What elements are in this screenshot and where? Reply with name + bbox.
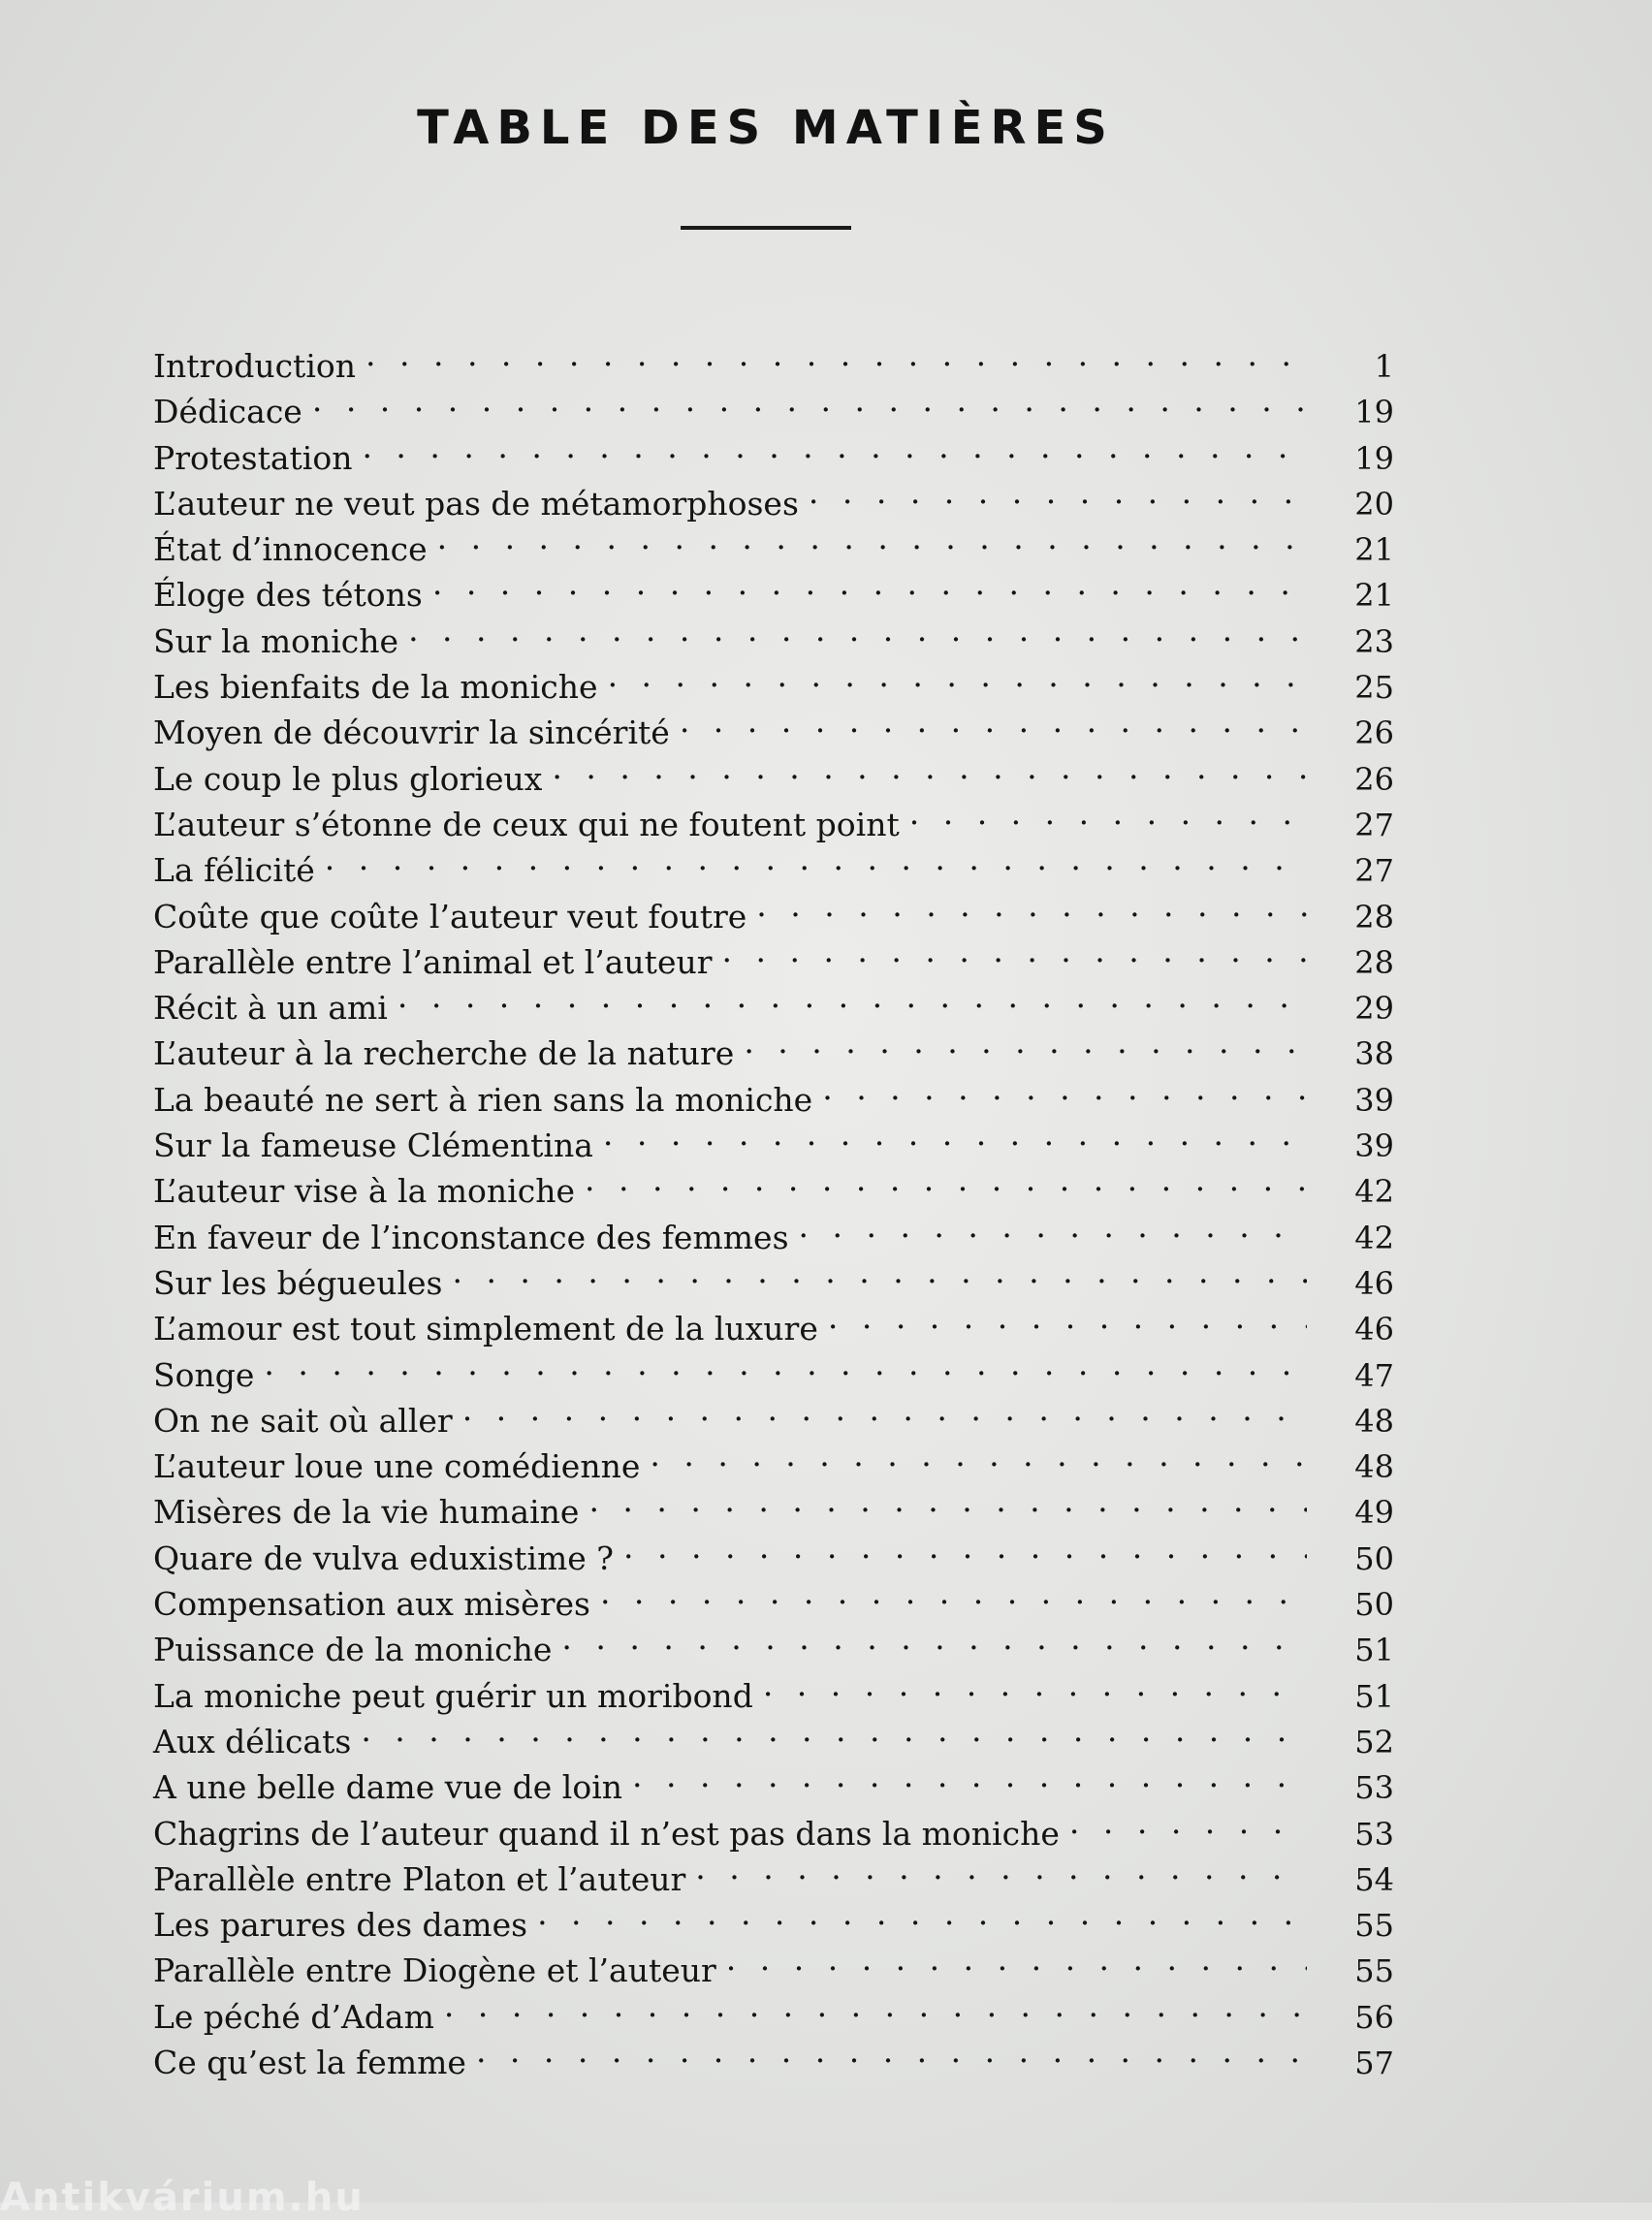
- dot-leader: [726, 1936, 1307, 1982]
- dot-leader: [397, 973, 1307, 1019]
- toc-entry-page: 52: [1354, 1723, 1394, 1760]
- dot-leader: [822, 1065, 1307, 1111]
- toc-entry-page: 27: [1354, 852, 1394, 890]
- toc-entry-title: Éloge des tétons: [153, 576, 423, 615]
- toc-entry-title: En faveur de l’inconstance des femmes: [153, 1218, 789, 1256]
- table-of-contents: [153, 332, 1394, 2081]
- toc-entry-page: 1: [1374, 348, 1394, 385]
- toc-entry-page: 19: [1354, 394, 1394, 431]
- page-title: TABLE DES MATIÈRES: [417, 101, 1115, 155]
- toc-entry-page: 46: [1354, 1264, 1394, 1302]
- toc-entry: [153, 1386, 1394, 1440]
- dot-leader: [744, 1019, 1307, 1064]
- toc-entry-title: Le péché d’Adam: [153, 1997, 434, 2036]
- toc-entry-title: Le coup le plus glorieux: [153, 759, 543, 798]
- toc-entry-page: 23: [1354, 622, 1394, 660]
- toc-entry-title: L’auteur loue une comédienne: [153, 1447, 641, 1486]
- toc-entry-page: 39: [1354, 1081, 1394, 1119]
- toc-entry-page: 51: [1354, 1632, 1394, 1669]
- toc-entry-title: Les parures des dames: [153, 1906, 528, 1945]
- toc-entry-title: Dédicace: [153, 393, 302, 431]
- toc-entry-title: L’auteur s’étonne de ceux qui ne foutent point: [153, 805, 900, 843]
- toc-entry-page: 26: [1354, 714, 1394, 752]
- dot-leader: [828, 1294, 1307, 1340]
- toc-entry-title: Moyen de découvrir la sincérité: [153, 714, 670, 752]
- toc-entry: [153, 882, 1394, 936]
- dot-leader: [452, 1249, 1307, 1294]
- toc-entry-title: Coûte que coûte l’auteur veut foutre: [153, 897, 747, 936]
- toc-entry-title: Parallèle entre Diogène et l’auteur: [153, 1951, 716, 1990]
- toc-entry-page: 39: [1354, 1127, 1394, 1165]
- dot-leader: [722, 928, 1307, 973]
- toc-entry-title: L’auteur vise à la moniche: [153, 1172, 575, 1211]
- dot-leader: [444, 1982, 1307, 2028]
- toc-entry-page: 42: [1354, 1173, 1394, 1211]
- dot-leader: [608, 652, 1307, 698]
- toc-entry-title: L’auteur ne veut pas de métamorphoses: [153, 484, 799, 523]
- dot-leader: [325, 836, 1307, 881]
- toc-entry-page: 28: [1354, 943, 1394, 981]
- toc-entry-title: La félicité: [153, 851, 315, 890]
- toc-entry-title: La beauté ne sert à rien sans la moniche: [153, 1080, 813, 1119]
- toc-entry: [153, 1341, 1394, 1394]
- toc-entry-title: Les bienfaits de la moniche: [153, 668, 598, 707]
- toc-entry-page: 20: [1354, 485, 1394, 523]
- dot-leader: [552, 745, 1307, 790]
- toc-entry-title: Sur la fameuse Clémentina: [153, 1126, 593, 1165]
- dot-leader: [437, 515, 1307, 560]
- toc-entry-page: 27: [1354, 806, 1394, 843]
- toc-entry-title: Parallèle entre l’animal et l’auteur: [153, 942, 713, 981]
- toc-entry-page: 53: [1354, 1815, 1394, 1853]
- toc-entry-page: 28: [1354, 898, 1394, 936]
- toc-entry-page: 47: [1354, 1356, 1394, 1394]
- toc-entry-page: 50: [1354, 1539, 1394, 1577]
- dot-leader: [695, 1845, 1307, 1890]
- toc-entry-page: 21: [1354, 531, 1394, 569]
- toc-entry-page: 55: [1354, 1952, 1394, 1990]
- dot-leader: [632, 1753, 1307, 1798]
- dot-leader: [1069, 1799, 1307, 1845]
- dot-leader: [809, 469, 1307, 515]
- dot-leader: [476, 2028, 1307, 2074]
- toc-entry-page: 26: [1354, 760, 1394, 798]
- toc-entry: [153, 836, 1394, 890]
- toc-entry-page: 51: [1354, 1677, 1394, 1715]
- dot-leader: [909, 790, 1307, 836]
- dot-leader: [799, 1203, 1307, 1249]
- toc-entry-title: Sur la moniche: [153, 621, 399, 660]
- toc-entry-title: Aux délicats: [153, 1722, 352, 1760]
- watermark: Antikvárium.hu: [0, 2175, 365, 2220]
- dot-leader: [756, 882, 1307, 928]
- toc-entry-title: On ne sait où aller: [153, 1401, 453, 1440]
- toc-entry-title: Récit à un ami: [153, 989, 388, 1028]
- toc-entry: [153, 332, 1394, 385]
- toc-entry-page: 53: [1354, 1769, 1394, 1807]
- toc-entry-title: Quare de vulva eduxistime ?: [153, 1538, 615, 1577]
- toc-entry-page: 46: [1354, 1311, 1394, 1348]
- toc-entry-page: 55: [1354, 1907, 1394, 1945]
- toc-entry-page: 56: [1354, 1998, 1394, 2036]
- dot-leader: [585, 1157, 1307, 1202]
- toc-entry-page: 19: [1354, 439, 1394, 477]
- dot-leader: [623, 1524, 1307, 1570]
- toc-entry-title: Introduction: [153, 347, 356, 385]
- toc-entry-title: A une belle dame vue de loin: [153, 1768, 623, 1807]
- dot-leader: [365, 332, 1307, 377]
- toc-entry-title: État d’innocence: [153, 530, 428, 569]
- toc-entry-title: L’amour est tout simplement de la luxure: [153, 1310, 818, 1348]
- toc-entry-page: 25: [1354, 669, 1394, 707]
- title-rule: [681, 226, 851, 230]
- toc-entry-page: 50: [1354, 1586, 1394, 1624]
- toc-entry-title: Puissance de la moniche: [153, 1631, 553, 1669]
- toc-entry-page: 57: [1354, 2044, 1394, 2081]
- dot-leader: [603, 1111, 1307, 1157]
- dot-leader: [763, 1662, 1307, 1707]
- toc-entry-title: Chagrins de l’auteur quand il n’est pas dans la moniche: [153, 1814, 1060, 1853]
- toc-entry-title: L’auteur à la recherche de la nature: [153, 1034, 735, 1073]
- dot-leader: [312, 377, 1307, 423]
- dot-leader: [600, 1570, 1307, 1615]
- toc-entry-title: Ce qu’est la femme: [153, 2043, 466, 2081]
- toc-entry-title: Compensation aux misères: [153, 1585, 590, 1624]
- dot-leader: [680, 698, 1307, 744]
- toc-entry-title: Parallèle entre Platon et l’auteur: [153, 1859, 686, 1898]
- toc-entry-page: 48: [1354, 1402, 1394, 1440]
- toc-entry-title: Protestation: [153, 438, 353, 477]
- toc-entry-title: Misères de la vie humaine: [153, 1493, 580, 1532]
- dot-leader: [561, 1615, 1307, 1661]
- toc-entry-page: 21: [1354, 577, 1394, 615]
- toc-entry-page: 48: [1354, 1448, 1394, 1486]
- toc-entry-title: Sur les bégueules: [153, 1263, 443, 1302]
- toc-entry-page: 42: [1354, 1219, 1394, 1256]
- toc-entry: [153, 377, 1394, 431]
- dot-leader: [362, 424, 1307, 469]
- toc-entry-page: 29: [1354, 990, 1394, 1028]
- toc-entry-title: La moniche peut guérir un moribond: [153, 1676, 753, 1715]
- toc-entry-page: 49: [1354, 1494, 1394, 1532]
- dot-leader: [650, 1432, 1307, 1477]
- dot-leader: [537, 1890, 1307, 1936]
- dot-leader: [361, 1707, 1307, 1753]
- toc-entry-title: Songe: [153, 1355, 255, 1394]
- toc-entry-page: 54: [1354, 1860, 1394, 1898]
- dot-leader: [408, 607, 1307, 652]
- toc-entry: [153, 424, 1394, 477]
- dot-leader: [432, 560, 1307, 606]
- dot-leader: [588, 1477, 1307, 1523]
- dot-leader: [264, 1341, 1307, 1386]
- dot-leader: [462, 1386, 1307, 1432]
- toc-entry-page: 38: [1354, 1035, 1394, 1073]
